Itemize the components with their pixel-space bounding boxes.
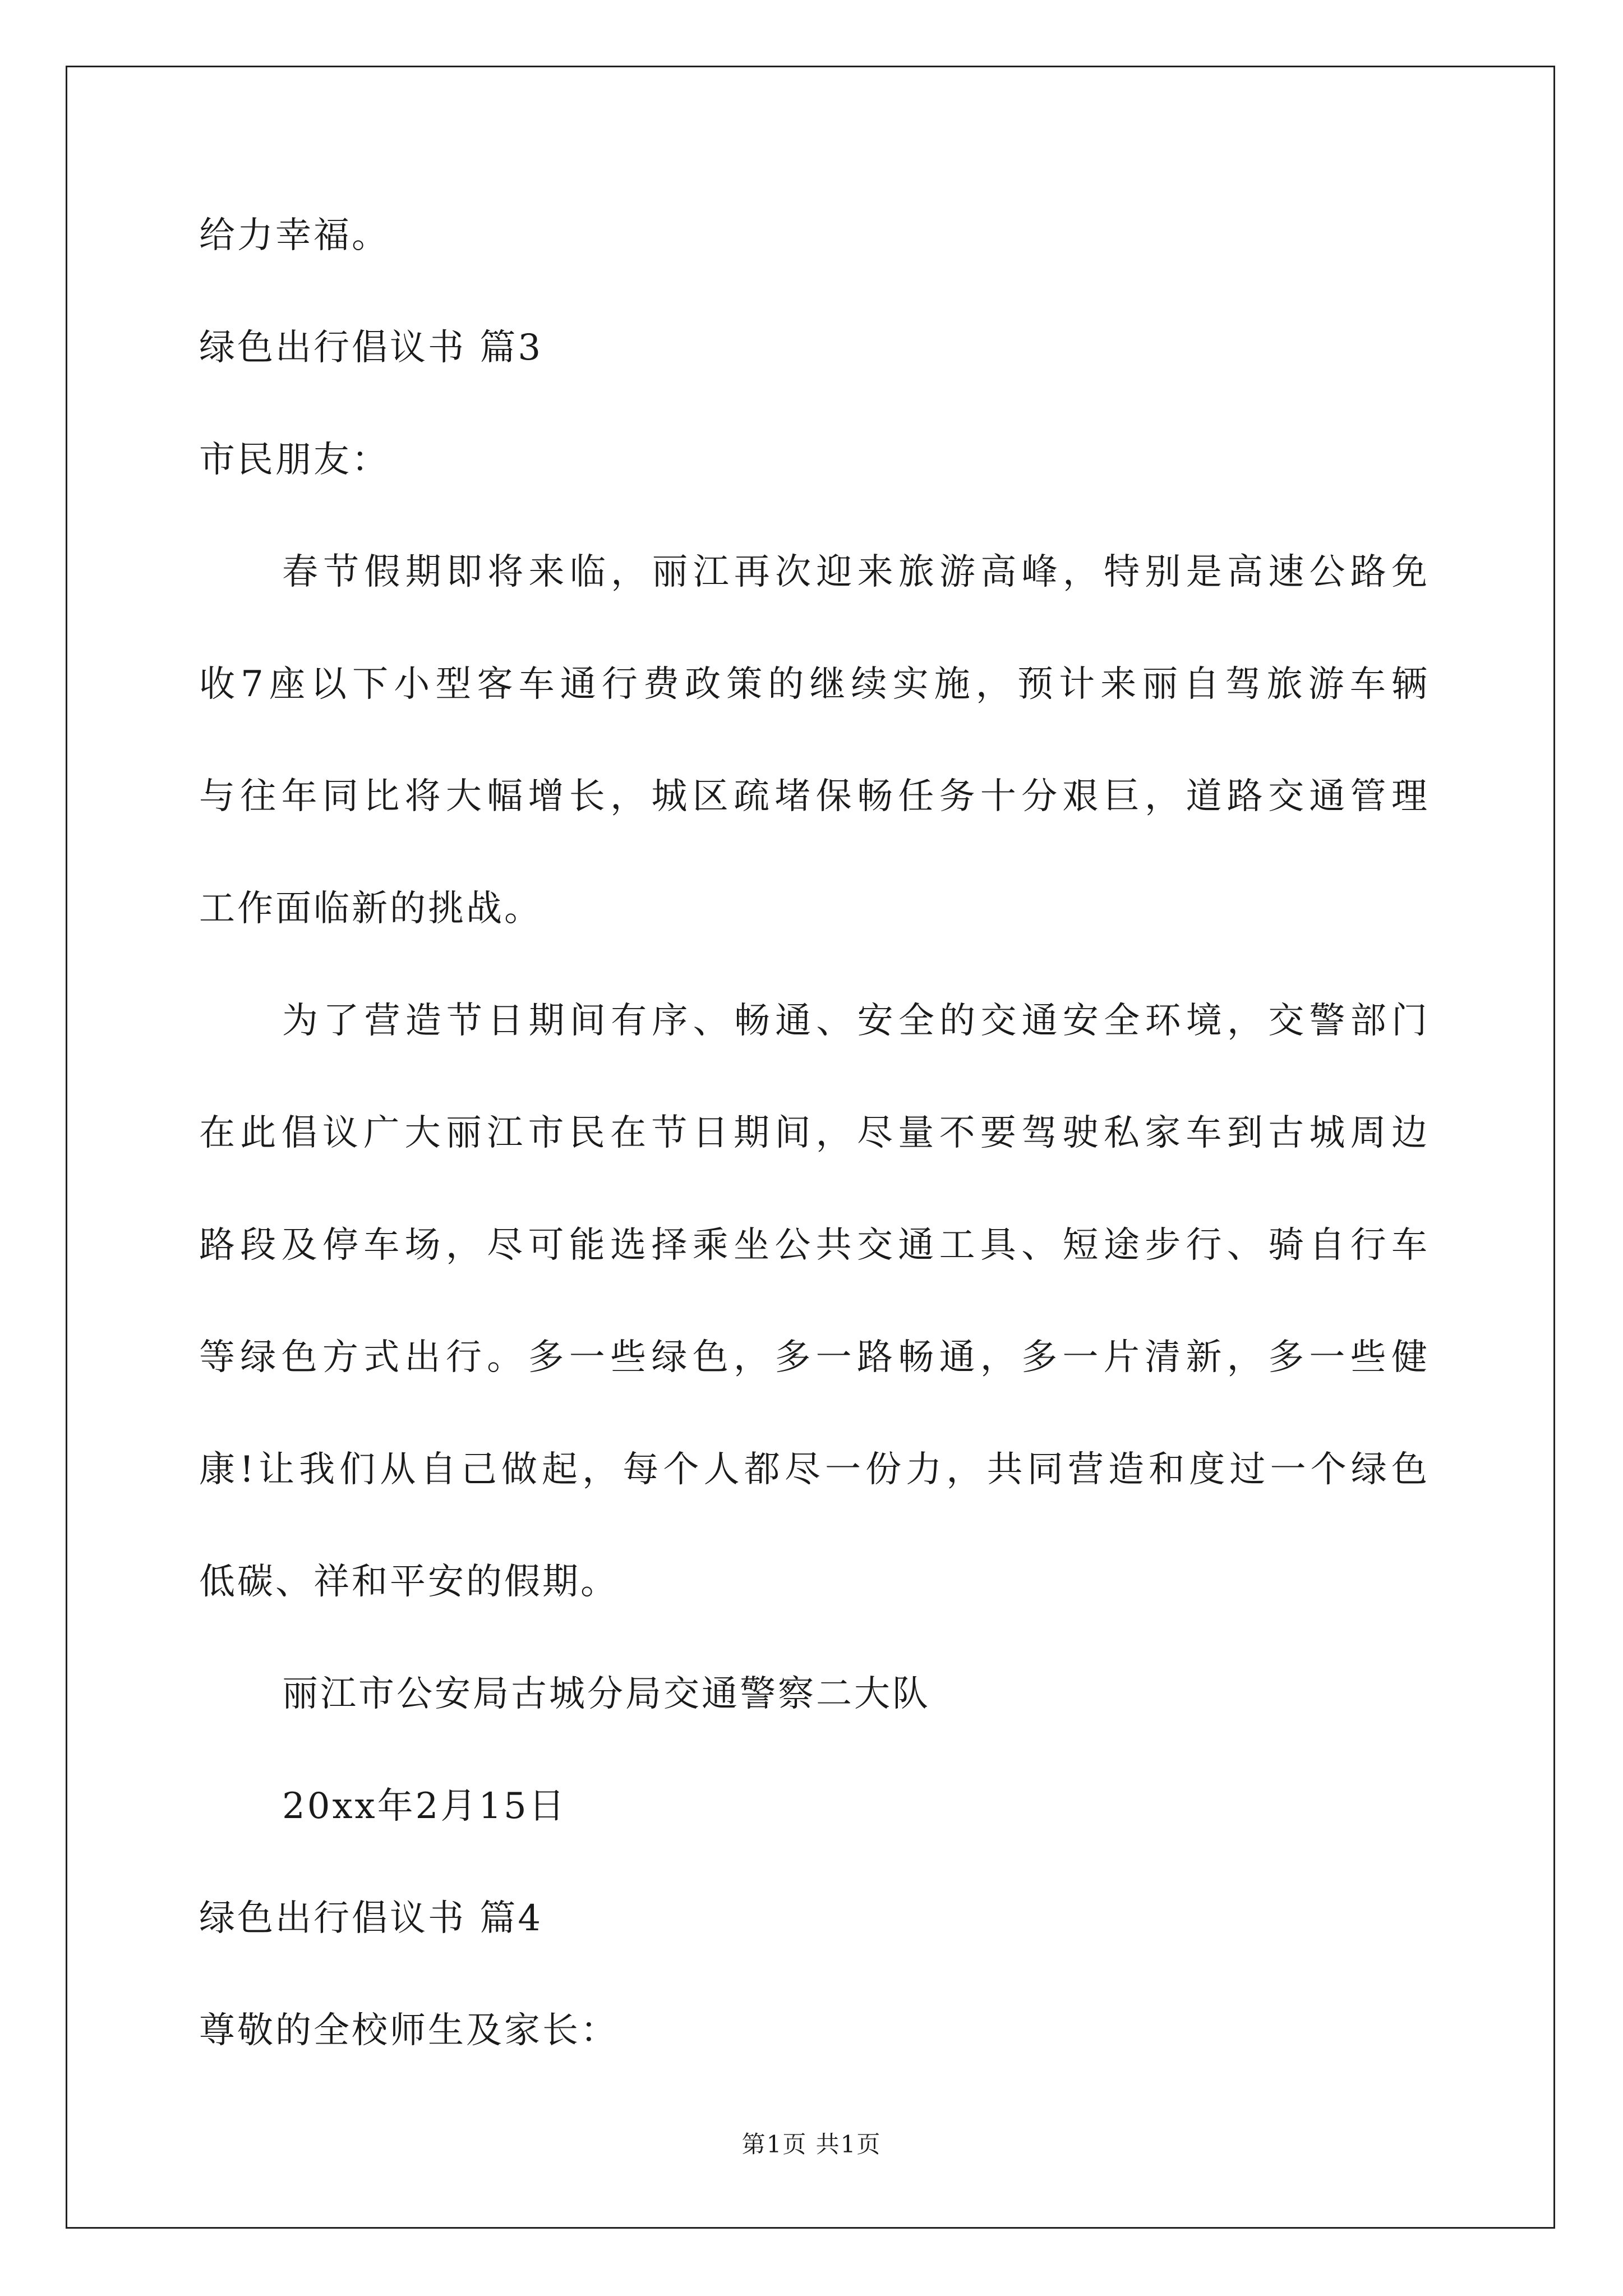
paragraph-line: 等绿色方式出行。多一些绿色，多一路畅通，多一片清新，多一些健 (199, 1337, 1427, 1378)
paragraph-line: 收7座以下小型客车通行费政策的继续实施，预计来丽自驾旅游车辆 (199, 664, 1427, 705)
salutation-citizens: 市民朋友： (199, 439, 390, 481)
signature-organization: 丽江市公安局古城分局交通警察二大队 (282, 1673, 930, 1715)
paragraph-line: 工作面临新的挑战。 (199, 888, 542, 930)
salutation-school: 尊敬的全校师生及家长： (199, 2010, 619, 2051)
page-number-footer: 第1页 共1页 (741, 2131, 882, 2158)
paragraph-line: 康!让我们从自己做起，每个人都尽一份力，共同营造和度过一个绿色 (199, 1449, 1427, 1490)
paragraph-line: 与往年同比将大幅增长，城区疏堵保畅任务十分艰巨，道路交通管理 (199, 776, 1427, 817)
section-heading-3: 绿色出行倡议书 篇3 (199, 327, 543, 369)
paragraph-line: 路段及停车场，尽可能选择乘坐公共交通工具、短途步行、骑自行车 (199, 1225, 1427, 1266)
paragraph-line: 春节假期即将来临，丽江再次迎来旅游高峰，特别是高速公路免 (282, 551, 1427, 593)
signature-date: 20xx年2月15日 (282, 1786, 567, 1827)
paragraph-line: 在此倡议广大丽江市民在节日期间，尽量不要驾驶私家车到古城周边 (199, 1112, 1427, 1154)
paragraph-line: 为了营造节日期间有序、畅通、安全的交通安全环境，交警部门 (282, 1000, 1427, 1042)
section-heading-4: 绿色出行倡议书 篇4 (199, 1898, 543, 1939)
paragraph-line: 低碳、祥和平安的假期。 (199, 1561, 619, 1603)
paragraph-closing-text: 给力幸福。 (199, 215, 390, 256)
